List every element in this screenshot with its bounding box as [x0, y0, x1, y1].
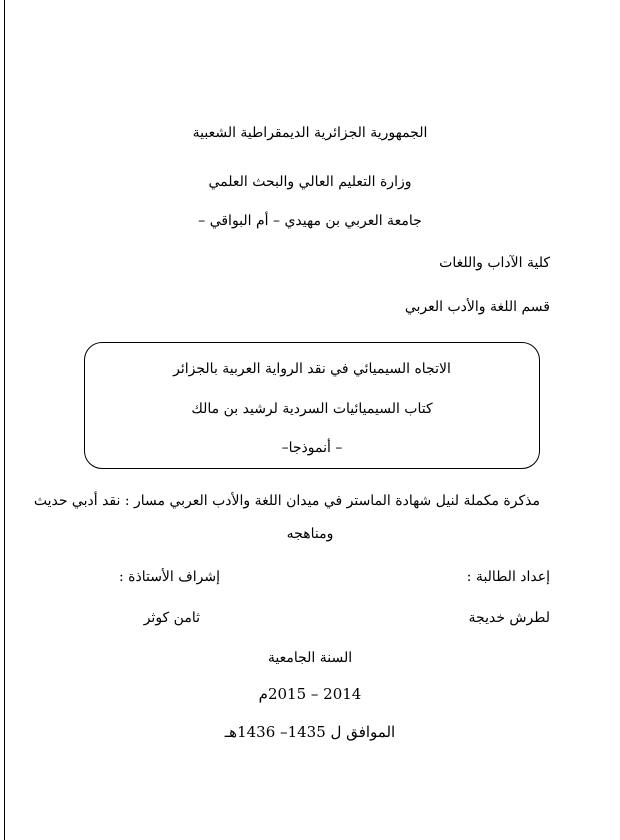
ministry-name: وزارة التعليم العالي والبحث العلمي [208, 174, 412, 190]
thesis-title-main: الاتجاه السيميائي في نقد الرواية العربية بالجزائر [173, 361, 451, 377]
republic-name: الجمهورية الجزائرية الديمقراطية الشعبية [192, 125, 428, 141]
department-name: قسم اللغة والأدب العربي [404, 299, 550, 315]
thesis-description-continued: ومناهجه [286, 526, 334, 542]
supervisor-name: ثامن كوثر [143, 610, 200, 626]
academic-year-hijri: الموافق ل 1435– 1436هـ [224, 723, 396, 741]
prepared-by-label: إعداد الطالبة : [466, 569, 550, 585]
thesis-title-book: كتاب السيميائيات السردية لرشيد بن مالك [191, 401, 433, 417]
student-name: لطرش خديجة [468, 610, 550, 626]
academic-year-gregorian: 2014 – 2015م [258, 685, 362, 703]
university-name: جامعة العربي بن مهيدي – أم البواقي – [198, 213, 422, 229]
faculty-name: كلية الآداب واللغات [439, 255, 550, 271]
thesis-title-model: – أنموذجا– [281, 440, 343, 456]
thesis-title-box [84, 342, 540, 469]
supervised-by-label: إشراف الأستاذة : [118, 569, 220, 585]
thesis-description: مذكرة مكملة لنيل شهادة الماستر في ميدان اللغة والأدب العربي مسار : نقد أدبي حديث [33, 493, 540, 509]
academic-year-label: السنة الجامعية [267, 650, 353, 666]
